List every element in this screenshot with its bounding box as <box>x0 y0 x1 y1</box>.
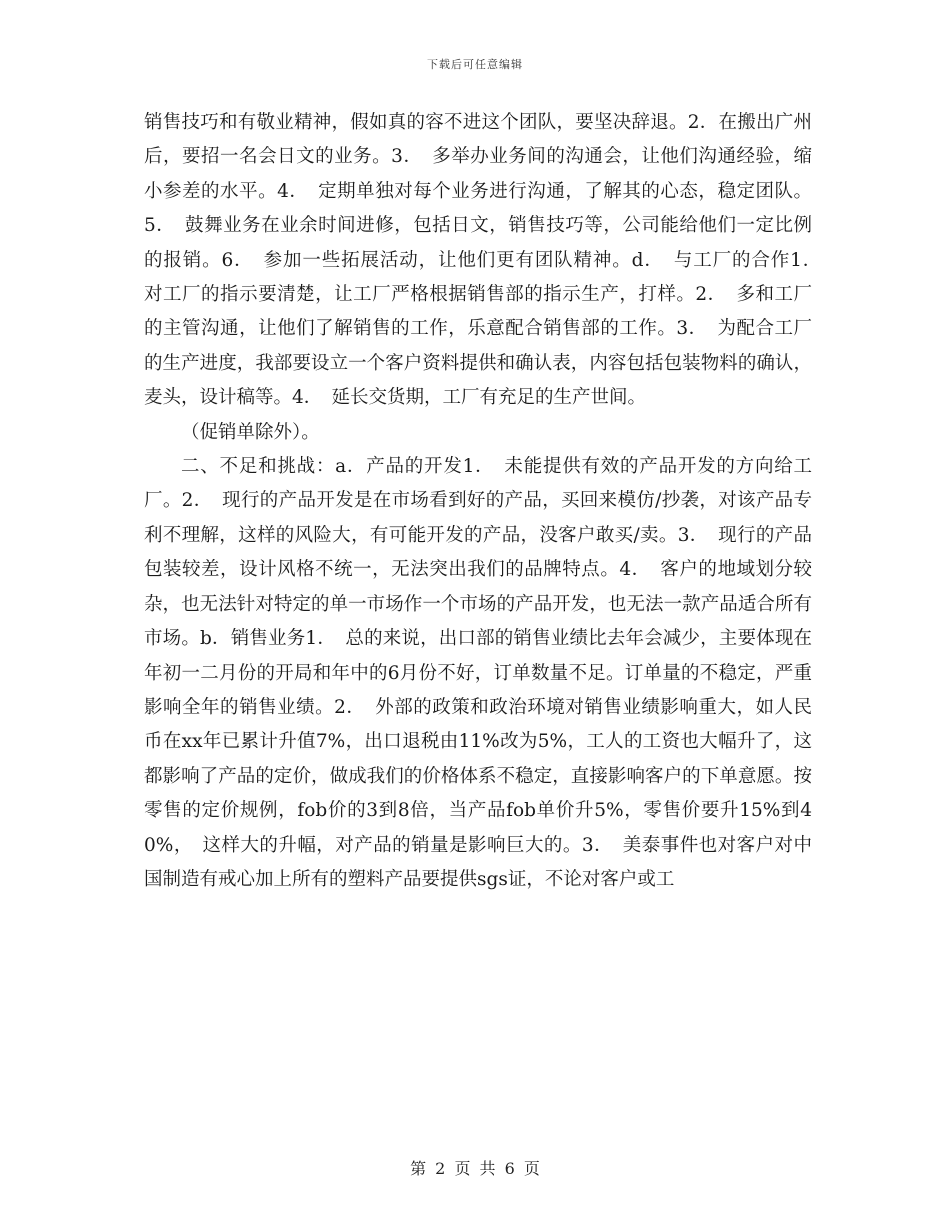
paragraph-shortcomings-challenges: 二、不足和挑战：a．产品的开发1． 未能提供有效的产品开发的方向给工厂。2． 现行的产品开发是在市场看到好的产品，买回来模仿/抄袭，对该产品专利不理解，这样的风险大，有可能开发的产品，没客户敢买/卖。3． 现行的产品包装较差，设计风格不统一，无法突出我们的品牌特点。4． 客户的地域划分较杂，也无法针对特定的单一市场作一个市场的产品开发，也无法一款产品适合所有市场。b．销售业务1． 总的来说，出口部的销售业绩比去年会减少，主要体现在年初一二月份的开局和年中的6月份不好，订单数量不足。订单量的不稳定，严重影响全年的销售业绩。2． 外部的政策和政治环境对销售业绩影响重大，如人民币在xx年已累计升值7%，出口退税由11%改为5%，工人的工资也大幅升了，这都影响了产品的定价，做成我们的价格体系不稳定，直接影响客户的下单意愿。按零售的定价规例，fob价的3到8倍，当产品fob单价升5%，零售价要升15%到40%， 这样大的升幅，对产品的销量是影响巨大的。3． 美泰事件也对客户对中国制造有戒心加上所有的塑料产品要提供sgs证，不论对客户或工 <box>144 456 812 890</box>
page-header: 下载后可任意编辑 <box>427 58 523 71</box>
paragraph-team-and-factory: 销售技巧和有敬业精神，假如真的容不进这个团队，要坚决辞退。2．在搬出广州后，要招一名会日文的业务。3． 多举办业务间的沟通会，让他们沟通经验，缩小参差的水平。4． 定期单独对每个业务进行沟通，了解其的心态，稳定团队。5． 鼓舞业务在业余时间进修，包括日文，销售技巧等，公司能给他们一定比例的报销。6． 参加一些拓展活动，让他们更有团队精神。d． 与工厂的合作1． 对工厂的指示要清楚，让工厂严格根据销售部的指示生产，打样。2． 多和工厂的主管沟通，让他们了解销售的工作，乐意配合销售部的工作。3． 为配合工厂的生产进度，我部要设立一个客户资料提供和确认表，内容包括包装物料的确认，麦头，设计稿等。4． 延长交货期，工厂有充足的生产世间。 <box>144 112 831 409</box>
page-number-footer: 第 2 页 共 6 页 <box>410 1159 540 1178</box>
paragraph-promo-exception: （促销单除外）。 <box>181 421 320 443</box>
document-body <box>144 106 831 897</box>
